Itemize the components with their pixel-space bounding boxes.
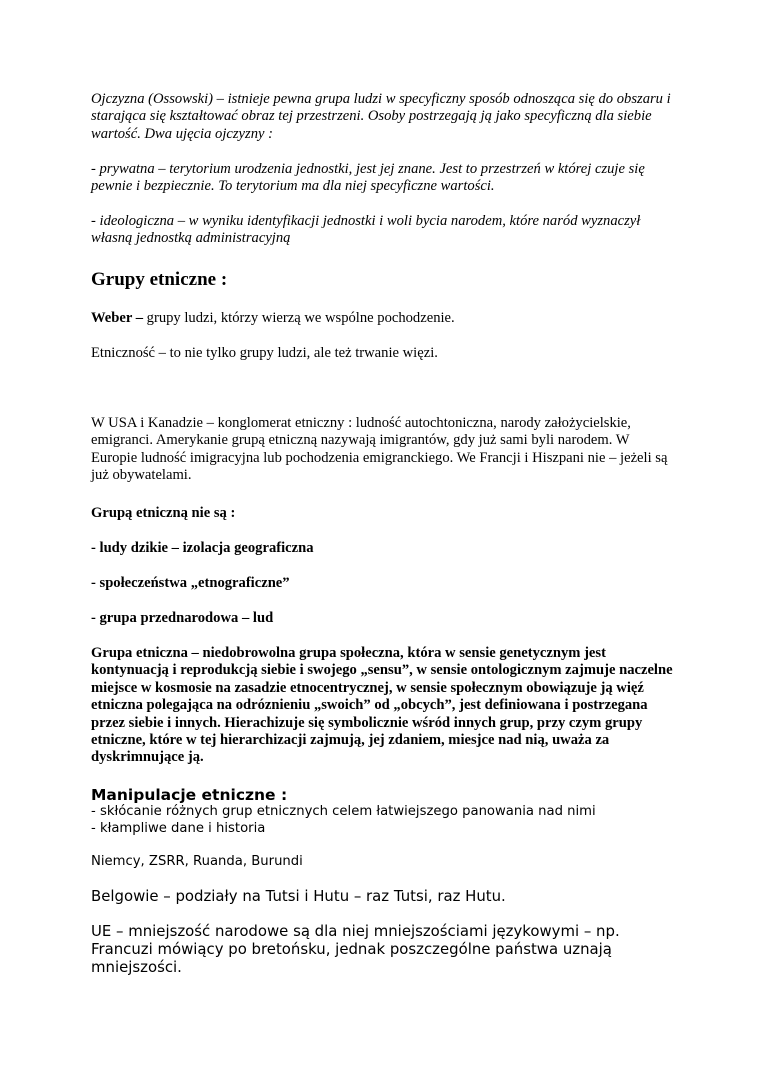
paragraph-weber — [91, 310, 671, 327]
heading-grupy-etniczne: Grupy etniczne : — [91, 269, 228, 290]
paragraph-nie-sa: Grupą etniczną nie są : — [91, 505, 236, 521]
list-item-manipulacje-1: - skłócanie różnych grup etnicznych celem łatwiejszego panowania nad nimi — [91, 804, 596, 819]
paragraph-belgowie: Belgowie – podziały na Tutsi i Hutu – raz Tutsi, raz Hutu. — [91, 887, 506, 905]
list-item-manipulacje-2: - kłampliwe dane i historia — [91, 821, 266, 836]
weber-label: Weber – — [91, 310, 144, 326]
paragraph-prywatna: - prywatna – terytorium urodzenia jednostki, jest jej znane. Jest to przestrzeń w której czuje się pewnie i bezpiecznie. To terytorium ma dla niej specyficzne wartości. — [91, 161, 645, 195]
paragraph-ideologiczna: - ideologiczna – w wyniku identyfikacji jednostki i woli bycia narodem, które naród wyznaczył własną jednostką administracyjną — [91, 213, 641, 247]
list-item-spoleczenstwa: - społeczeństwa „etnograficzne” — [91, 575, 290, 591]
paragraph-ojczyzna: Ojczyzna (Ossowski) – istnieje pewna grupa ludzi w specyficzny sposób odnosząca się do obszaru i starająca się kształtować obraz tej przestrzeni. Osoby postrzegają ją jako specyficzną dla siebie wartość. Dwa ujęcia ojczyzny : — [91, 91, 671, 142]
weber-text: grupy ludzi, którzy wierzą we wspólne pochodzenie. — [143, 310, 455, 326]
heading-manipulacje: Manipulacje etniczne : — [91, 786, 288, 804]
paragraph-ue: UE – mniejszość narodowe są dla niej mniejszościami językowymi – np. Francuzi mówiący po bretońsku, jednak poszczególne państwa uznają mniejszości. — [91, 922, 620, 976]
paragraph-definicja: Grupa etniczna – niedobrowolna grupa społeczna, która w sensie genetycznym jest kontynuacją i reprodukcją siebie i swojego „sensu”, w sensie ontologicznym zajmuje naczelne miejsce w kosmosie na zasadzie etnocentrycznej, w sensie społecznym obowiązuje ją więź etniczna polegająca na odróznieniu „swoich” od „obcych”, jest definiowana i postrzegana przez siebie i innych. Hierachizuje się symbolicznie wśród innych grup, przy czym grupy etniczne, które w tej hierarchizacji zajmują, jej zdaniem, miesjce nad nią, uważa za dyskrimnujące ją. — [91, 645, 673, 766]
list-item-ludy: - ludy dzikie – izolacja geograficzna — [91, 540, 314, 556]
paragraph-etnicznosc: Etniczność – to nie tylko grupy ludzi, ale też trwanie więzi. — [91, 345, 438, 361]
paragraph-usa-kanada: W USA i Kanadzie – konglomerat etniczny : ludność autochtoniczna, narody założycielskie, emigranci. Amerykanie grupą etniczną nazywają imigrantów, gdy już sami byli narodem. W Europie ludność imigracyjna lub pochodzenia emigranckiego. We Francji i Hiszpani nie – jeżeli są już obywatelami. — [91, 415, 668, 484]
list-item-przednarodowa: - grupa przednarodowa – lud — [91, 610, 274, 626]
paragraph-kraje: Niemcy, ZSRR, Ruanda, Burundi — [91, 854, 303, 869]
